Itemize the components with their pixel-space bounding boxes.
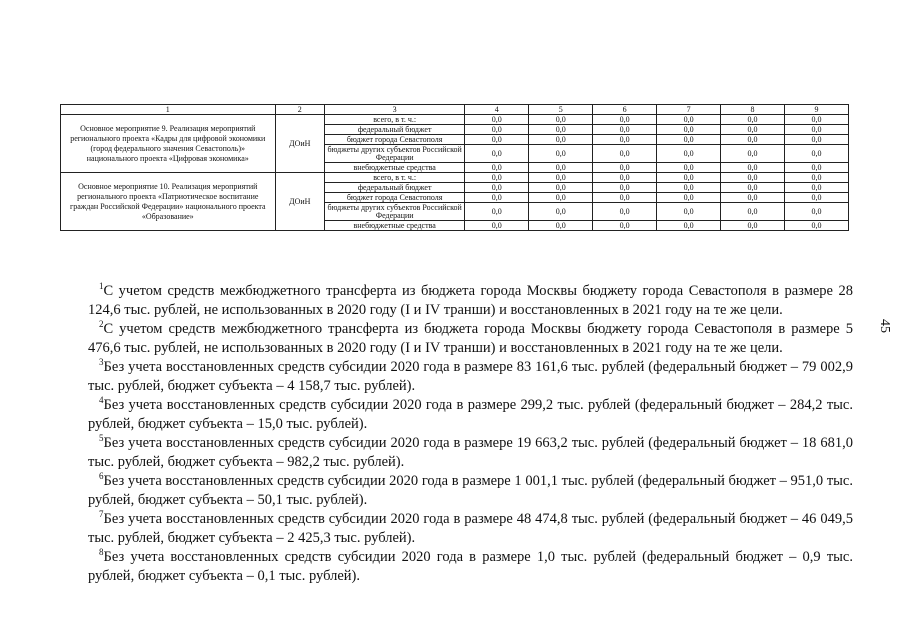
value-cell: 0,0 bbox=[657, 135, 721, 145]
funding-source: внебюджетные средства bbox=[325, 163, 465, 173]
value-cell: 0,0 bbox=[593, 173, 657, 183]
table-row bbox=[61, 173, 849, 183]
header-cell: 4 bbox=[465, 105, 529, 115]
funding-source: бюджет города Севастополя bbox=[325, 193, 465, 203]
value-cell: 0,0 bbox=[593, 193, 657, 203]
footnote-text: Без учета восстановленных средств субсидии 2020 года в размере 48 474,8 тыс. рублей (федеральный бюджет – 46 049,5 тыс. рублей, бюджет субъекта – 2 425,3 тыс. рублей). bbox=[88, 511, 853, 546]
value-cell: 0,0 bbox=[593, 145, 657, 163]
footnote-text: С учетом средств межбюджетного трансферта из бюджета города Москвы бюджету города Севастополя в размере 5 476,6 тыс. рублей, не использованных в 2020 году (I и IV транши) и восстановленных в 2021 году на те же цели. bbox=[88, 321, 853, 356]
value-cell: 0,0 bbox=[529, 203, 593, 221]
value-cell: 0,0 bbox=[529, 221, 593, 231]
value-cell: 0,0 bbox=[657, 115, 721, 125]
value-cell: 0,0 bbox=[529, 115, 593, 125]
value-cell: 0,0 bbox=[784, 125, 848, 135]
value-cell: 0,0 bbox=[465, 115, 529, 125]
executor-cell: ДОиН bbox=[275, 173, 325, 231]
value-cell: 0,0 bbox=[721, 173, 785, 183]
value-cell: 0,0 bbox=[465, 135, 529, 145]
value-cell: 0,0 bbox=[593, 115, 657, 125]
footnote-mark: 4 bbox=[99, 395, 104, 406]
footnote-mark: 2 bbox=[99, 319, 104, 330]
footnote-mark: 3 bbox=[99, 357, 104, 368]
footnote bbox=[88, 396, 853, 434]
footnote-text: Без учета восстановленных средств субсидии 2020 года в размере 299,2 тыс. рублей (федеральный бюджет – 284,2 тыс. рублей, бюджет субъекта – 15,0 тыс. рублей). bbox=[88, 397, 853, 432]
value-cell: 0,0 bbox=[784, 163, 848, 173]
value-cell: 0,0 bbox=[465, 163, 529, 173]
footnote bbox=[88, 510, 853, 548]
value-cell: 0,0 bbox=[657, 183, 721, 193]
value-cell: 0,0 bbox=[593, 135, 657, 145]
value-cell: 0,0 bbox=[593, 183, 657, 193]
value-cell: 0,0 bbox=[465, 125, 529, 135]
header-cell: 5 bbox=[529, 105, 593, 115]
header-cell: 8 bbox=[721, 105, 785, 115]
footnote bbox=[88, 548, 853, 586]
footnote-text: С учетом средств межбюджетного трансферта из бюджета города Москвы бюджету города Севастополя в размере 28 124,6 тыс. рублей, не использованных в 2020 году (I и IV транши) и восстановленных в 2021 году на те же цели. bbox=[88, 283, 853, 318]
value-cell: 0,0 bbox=[465, 145, 529, 163]
budget-table bbox=[60, 104, 849, 231]
value-cell: 0,0 bbox=[529, 183, 593, 193]
footnote bbox=[88, 472, 853, 510]
table-header-row bbox=[61, 105, 849, 115]
footnote-text: Без учета восстановленных средств субсидии 2020 года в размере 83 161,6 тыс. рублей (федеральный бюджет – 79 002,9 тыс. рублей, бюджет субъекта – 4 158,7 тыс. рублей). bbox=[88, 359, 853, 394]
footnote-mark: 6 bbox=[99, 471, 104, 482]
footnote-mark: 1 bbox=[99, 281, 104, 292]
value-cell: 0,0 bbox=[721, 221, 785, 231]
funding-source: бюджет города Севастополя bbox=[325, 135, 465, 145]
funding-source: внебюджетные средства bbox=[325, 221, 465, 231]
footnote-text: Без учета восстановленных средств субсидии 2020 года в размере 1 001,1 тыс. рублей (федеральный бюджет – 951,0 тыс. рублей, бюджет субъекта – 50,1 тыс. рублей). bbox=[88, 473, 853, 508]
value-cell: 0,0 bbox=[721, 163, 785, 173]
footnote bbox=[88, 358, 853, 396]
funding-source: всего, в т. ч.: bbox=[325, 173, 465, 183]
header-cell: 3 bbox=[325, 105, 465, 115]
value-cell: 0,0 bbox=[657, 221, 721, 231]
value-cell: 0,0 bbox=[529, 135, 593, 145]
value-cell: 0,0 bbox=[721, 145, 785, 163]
header-cell: 2 bbox=[275, 105, 325, 115]
value-cell: 0,0 bbox=[593, 203, 657, 221]
footnote bbox=[88, 320, 853, 358]
footnote bbox=[88, 282, 853, 320]
value-cell: 0,0 bbox=[657, 193, 721, 203]
value-cell: 0,0 bbox=[657, 125, 721, 135]
value-cell: 0,0 bbox=[721, 203, 785, 221]
header-cell: 6 bbox=[593, 105, 657, 115]
header-cell: 1 bbox=[61, 105, 276, 115]
funding-source: федеральный бюджет bbox=[325, 183, 465, 193]
value-cell: 0,0 bbox=[593, 221, 657, 231]
value-cell: 0,0 bbox=[657, 203, 721, 221]
executor-cell: ДОиН bbox=[275, 115, 325, 173]
value-cell: 0,0 bbox=[529, 163, 593, 173]
value-cell: 0,0 bbox=[784, 173, 848, 183]
budget-table-container bbox=[60, 104, 849, 231]
footnote-mark: 5 bbox=[99, 433, 104, 444]
value-cell: 0,0 bbox=[593, 163, 657, 173]
value-cell: 0,0 bbox=[784, 203, 848, 221]
funding-source: бюджеты других субъектов Российской Федерации bbox=[325, 145, 465, 163]
value-cell: 0,0 bbox=[465, 193, 529, 203]
value-cell: 0,0 bbox=[721, 125, 785, 135]
value-cell: 0,0 bbox=[465, 221, 529, 231]
footnote-text: Без учета восстановленных средств субсидии 2020 года в размере 19 663,2 тыс. рублей (федеральный бюджет – 18 681,0 тыс. рублей, бюджет субъекта – 982,2 тыс. рублей). bbox=[88, 435, 853, 470]
value-cell: 0,0 bbox=[721, 115, 785, 125]
value-cell: 0,0 bbox=[784, 115, 848, 125]
value-cell: 0,0 bbox=[657, 163, 721, 173]
funding-source: федеральный бюджет bbox=[325, 125, 465, 135]
table-row bbox=[61, 115, 849, 125]
value-cell: 0,0 bbox=[529, 193, 593, 203]
funding-source: всего, в т. ч.: bbox=[325, 115, 465, 125]
value-cell: 0,0 bbox=[721, 135, 785, 145]
header-cell: 9 bbox=[784, 105, 848, 115]
footnote-mark: 7 bbox=[99, 509, 104, 520]
value-cell: 0,0 bbox=[657, 173, 721, 183]
value-cell: 0,0 bbox=[784, 221, 848, 231]
value-cell: 0,0 bbox=[465, 173, 529, 183]
footnote bbox=[88, 434, 853, 472]
activity-description: Основное мероприятие 10. Реализация мероприятий регионального проекта «Патриотическое воспитание граждан Российской Федерации» национального проекта «Образование» bbox=[61, 173, 276, 231]
value-cell: 0,0 bbox=[721, 183, 785, 193]
activity-description: Основное мероприятие 9. Реализация мероприятий регионального проекта «Кадры для цифровой экономики (город федерального значения Севастополь)» национального проекта «Цифровая экономика» bbox=[61, 115, 276, 173]
footnote-mark: 8 bbox=[99, 547, 104, 558]
value-cell: 0,0 bbox=[465, 203, 529, 221]
value-cell: 0,0 bbox=[657, 145, 721, 163]
value-cell: 0,0 bbox=[529, 145, 593, 163]
value-cell: 0,0 bbox=[593, 125, 657, 135]
value-cell: 0,0 bbox=[529, 125, 593, 135]
value-cell: 0,0 bbox=[465, 183, 529, 193]
value-cell: 0,0 bbox=[721, 193, 785, 203]
funding-source: бюджеты других субъектов Российской Федерации bbox=[325, 203, 465, 221]
footnotes bbox=[88, 282, 853, 586]
value-cell: 0,0 bbox=[784, 193, 848, 203]
footnote-text: Без учета восстановленных средств субсидии 2020 года в размере 1,0 тыс. рублей (федеральный бюджет – 0,9 тыс. рублей, бюджет субъекта – 0,1 тыс. рублей). bbox=[88, 549, 853, 584]
header-cell: 7 bbox=[657, 105, 721, 115]
page-number: 45 bbox=[877, 319, 892, 333]
value-cell: 0,0 bbox=[784, 183, 848, 193]
value-cell: 0,0 bbox=[529, 173, 593, 183]
value-cell: 0,0 bbox=[784, 135, 848, 145]
value-cell: 0,0 bbox=[784, 145, 848, 163]
